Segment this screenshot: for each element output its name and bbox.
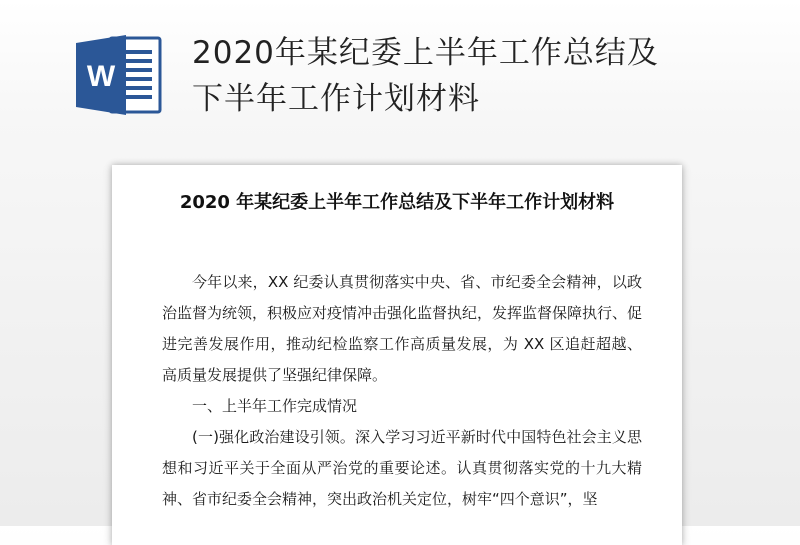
- page-title: 2020年某纪委上半年工作总结及下半年工作计划材料: [192, 35, 659, 117]
- document-page: [112, 165, 682, 545]
- document-title: 2020 年某纪委上半年工作总结及下半年工作计划材料: [179, 192, 615, 213]
- section-heading: 一、上半年工作完成情况: [192, 397, 358, 415]
- document-body: [162, 267, 642, 515]
- header: [0, 0, 800, 150]
- document-paragraph: (一)强化政治建设引领。深入学习习近平新时代中国特色社会主义思想和习近平关于全面从严治党的重要论述。认真贯彻落实党的十九大精神、省市纪委全会精神，突出政治机关定位，树牢“四个意识”，坚: [162, 428, 642, 508]
- word-document-icon: [76, 33, 162, 117]
- word-icon-letter: W: [86, 60, 116, 93]
- document-paragraph: 今年以来，XX 纪委认真贯彻落实中央、省、市纪委全会精神，以政治监督为统领，积极应对疫情冲击强化监督执纪，发挥监督保障执行、促进完善发展作用，推动纪检监察工作高质量发展，为 XX 区追赶超越、高质量发展提供了坚强纪律保障。: [162, 273, 643, 384]
